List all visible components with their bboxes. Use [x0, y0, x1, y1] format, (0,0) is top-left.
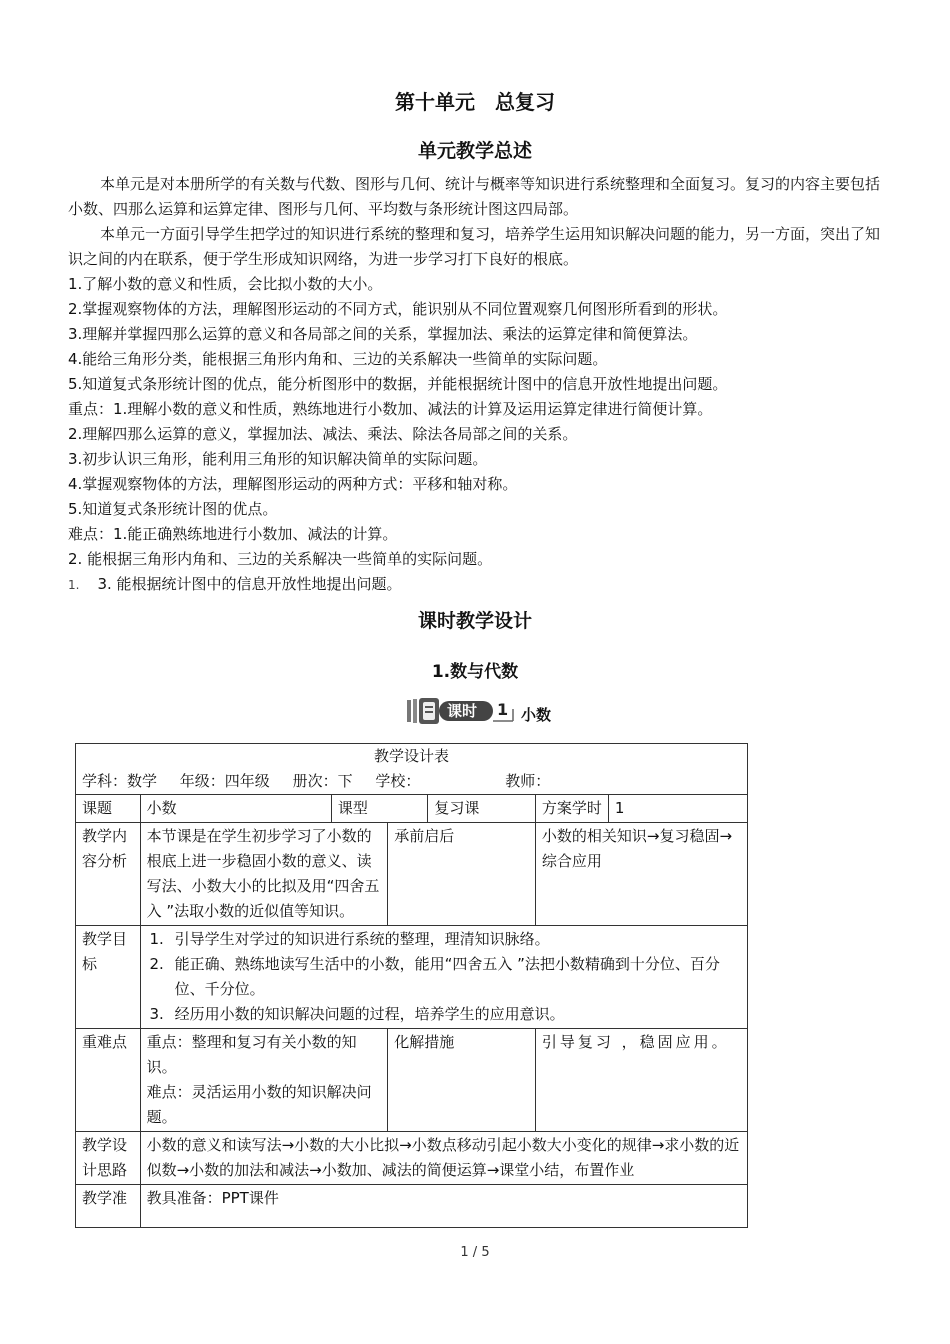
- diff-text: 难点：灵活运用小数的知识解决问题。: [146, 1083, 372, 1126]
- badge-number: 1: [497, 700, 509, 719]
- section-heading: 1.数与代数: [431, 662, 519, 682]
- content-right: 小数的相关知识→复习稳固→综合应用: [535, 823, 747, 926]
- unit-title: 第十单元 总复习: [395, 90, 555, 114]
- hours-value: 1: [608, 795, 747, 823]
- topic-value: 小数: [140, 795, 331, 823]
- list-marker: 1.: [68, 578, 80, 592]
- goal-item: 1. 引导学生对学过的知识进行系统的整理，理清知识脉络。: [169, 927, 741, 952]
- meta-grade: 年级：四年级: [179, 772, 270, 790]
- type-value: 复习课: [428, 795, 536, 823]
- objective-item: 2.掌握观察物体的方法，理解图形运动的不同方式，能识别从不同位置观察几何图形所看到的形状。: [68, 300, 728, 318]
- table-header-cell: [76, 744, 748, 795]
- table-meta: [82, 769, 741, 794]
- key-point-item: 重点：1.理解小数的意义和性质，熟练地进行小数加、减法的计算及运用运算定律进行简便计算。: [68, 400, 713, 418]
- approach-label: 教学设计思路: [76, 1132, 141, 1185]
- goals-cell: [140, 926, 747, 1029]
- content-middle: 承前启后: [388, 823, 536, 926]
- objective-item: 1.了解小数的意义和性质，会比拟小数的大小。: [68, 275, 383, 293]
- lesson-design-table: [75, 743, 748, 1228]
- keydiff-middle: 化解措施: [388, 1029, 536, 1132]
- lesson-design-heading: 课时教学设计: [417, 610, 532, 632]
- content-label: 教学内容分析: [76, 823, 141, 926]
- keydiff-right: 引导复习 ，稳固应用。: [535, 1029, 747, 1132]
- objective-item: 3.理解并掌握四那么运算的意义和各局部之间的关系，掌握加法、乘法的运算定律和简便算法。: [68, 325, 698, 343]
- overview-heading: 单元教学总述: [417, 140, 532, 162]
- lesson-badge: [405, 695, 551, 727]
- meta-teacher: 教师：: [505, 772, 551, 790]
- objective-item: 4.能给三角形分类，能根据三角形内角和、三边的关系解决一些简单的实际问题。: [68, 350, 608, 368]
- page-number: 1 / 5: [460, 1245, 490, 1260]
- prep-label: 教学准: [76, 1185, 141, 1228]
- keydiff-text: [140, 1029, 388, 1132]
- difficulty-item: 难点：1.能正确熟练地进行小数加、减法的计算。: [68, 525, 398, 543]
- key-text: 重点：整理和复习有关小数的知识。: [146, 1033, 357, 1076]
- badge-label: 课时: [447, 702, 478, 720]
- content-text: 本节课是在学生初步学习了小数的根底上进一步稳固小数的意义、读写法、小数大小的比拟及用“四舍五入 ”法取小数的近似值等知识。: [140, 823, 388, 926]
- meta-subject: 学科：数学: [82, 772, 158, 790]
- approach-text: 小数的意义和读写法→小数的大小比拟→小数点移动引起小数大小变化的规律→求小数的近似数→小数的加法和减法→小数加、减法的简便运算→课堂小结，布置作业: [140, 1132, 747, 1185]
- overview-paragraph: 本单元是对本册所学的有关数与代数、图形与几何、统计与概率等知识进行系统整理和全面复习。复习的内容主要包括小数、四那么运算和运算定律、图形与几何、平均数与条形统计图这四局部。: [68, 175, 881, 218]
- type-label: 课型: [331, 795, 428, 823]
- goals-label: 教学目标: [76, 926, 141, 1029]
- prep-text: 教具准备：PPT课件: [140, 1185, 747, 1228]
- objective-item: 5.知道复式条形统计图的优点，能分析图形中的数据，并能根据统计图中的信息开放性地提出问题。: [68, 375, 728, 393]
- key-point-item: 3.初步认识三角形，能利用三角形的知识解决简单的实际问题。: [68, 450, 488, 468]
- meta-school: 学校：: [375, 772, 421, 790]
- key-point-item: 4.掌握观察物体的方法，理解图形运动的两种方式：平移和轴对称。: [68, 475, 518, 493]
- overview-body: [68, 172, 890, 598]
- table-caption: 教学设计表: [373, 747, 449, 765]
- book-badge-icon: [405, 695, 515, 727]
- meta-volume: 册次：下: [292, 772, 353, 790]
- key-point-item: 2.理解四那么运算的意义，掌握加法、减法、乘法、除法各局部之间的关系。: [68, 425, 578, 443]
- goals-list: [147, 927, 741, 1027]
- difficulty-item-3: 1. 3. 能根据统计图中的信息开放性地提出问题。: [68, 575, 402, 593]
- lesson-title: 小数: [521, 706, 552, 724]
- hours-label: 方案学时: [535, 795, 608, 823]
- overview-paragraph: 本单元一方面引导学生把学过的知识进行系统的整理和复习，培养学生运用知识解决问题的能力，另一方面，突出了知识之间的内在联系，便于学生形成知识网络，为进一步学习打下良好的根底。: [68, 225, 881, 268]
- keydiff-label: 重难点: [76, 1029, 141, 1132]
- key-point-item: 5.知道复式条形统计图的优点。: [68, 500, 278, 518]
- difficulty-item: 2. 能根据三角形内角和、三边的关系解决一些简单的实际问题。: [68, 550, 493, 568]
- topic-label: 课题: [76, 795, 141, 823]
- goal-item: 3. 经历用小数的知识解决问题的过程，培养学生的应用意识。: [169, 1002, 741, 1027]
- goal-item: 2. 能正确、熟练地读写生活中的小数，能用“四舍五入 ”法把小数精确到十分位、百分位、千分位。: [169, 952, 741, 1002]
